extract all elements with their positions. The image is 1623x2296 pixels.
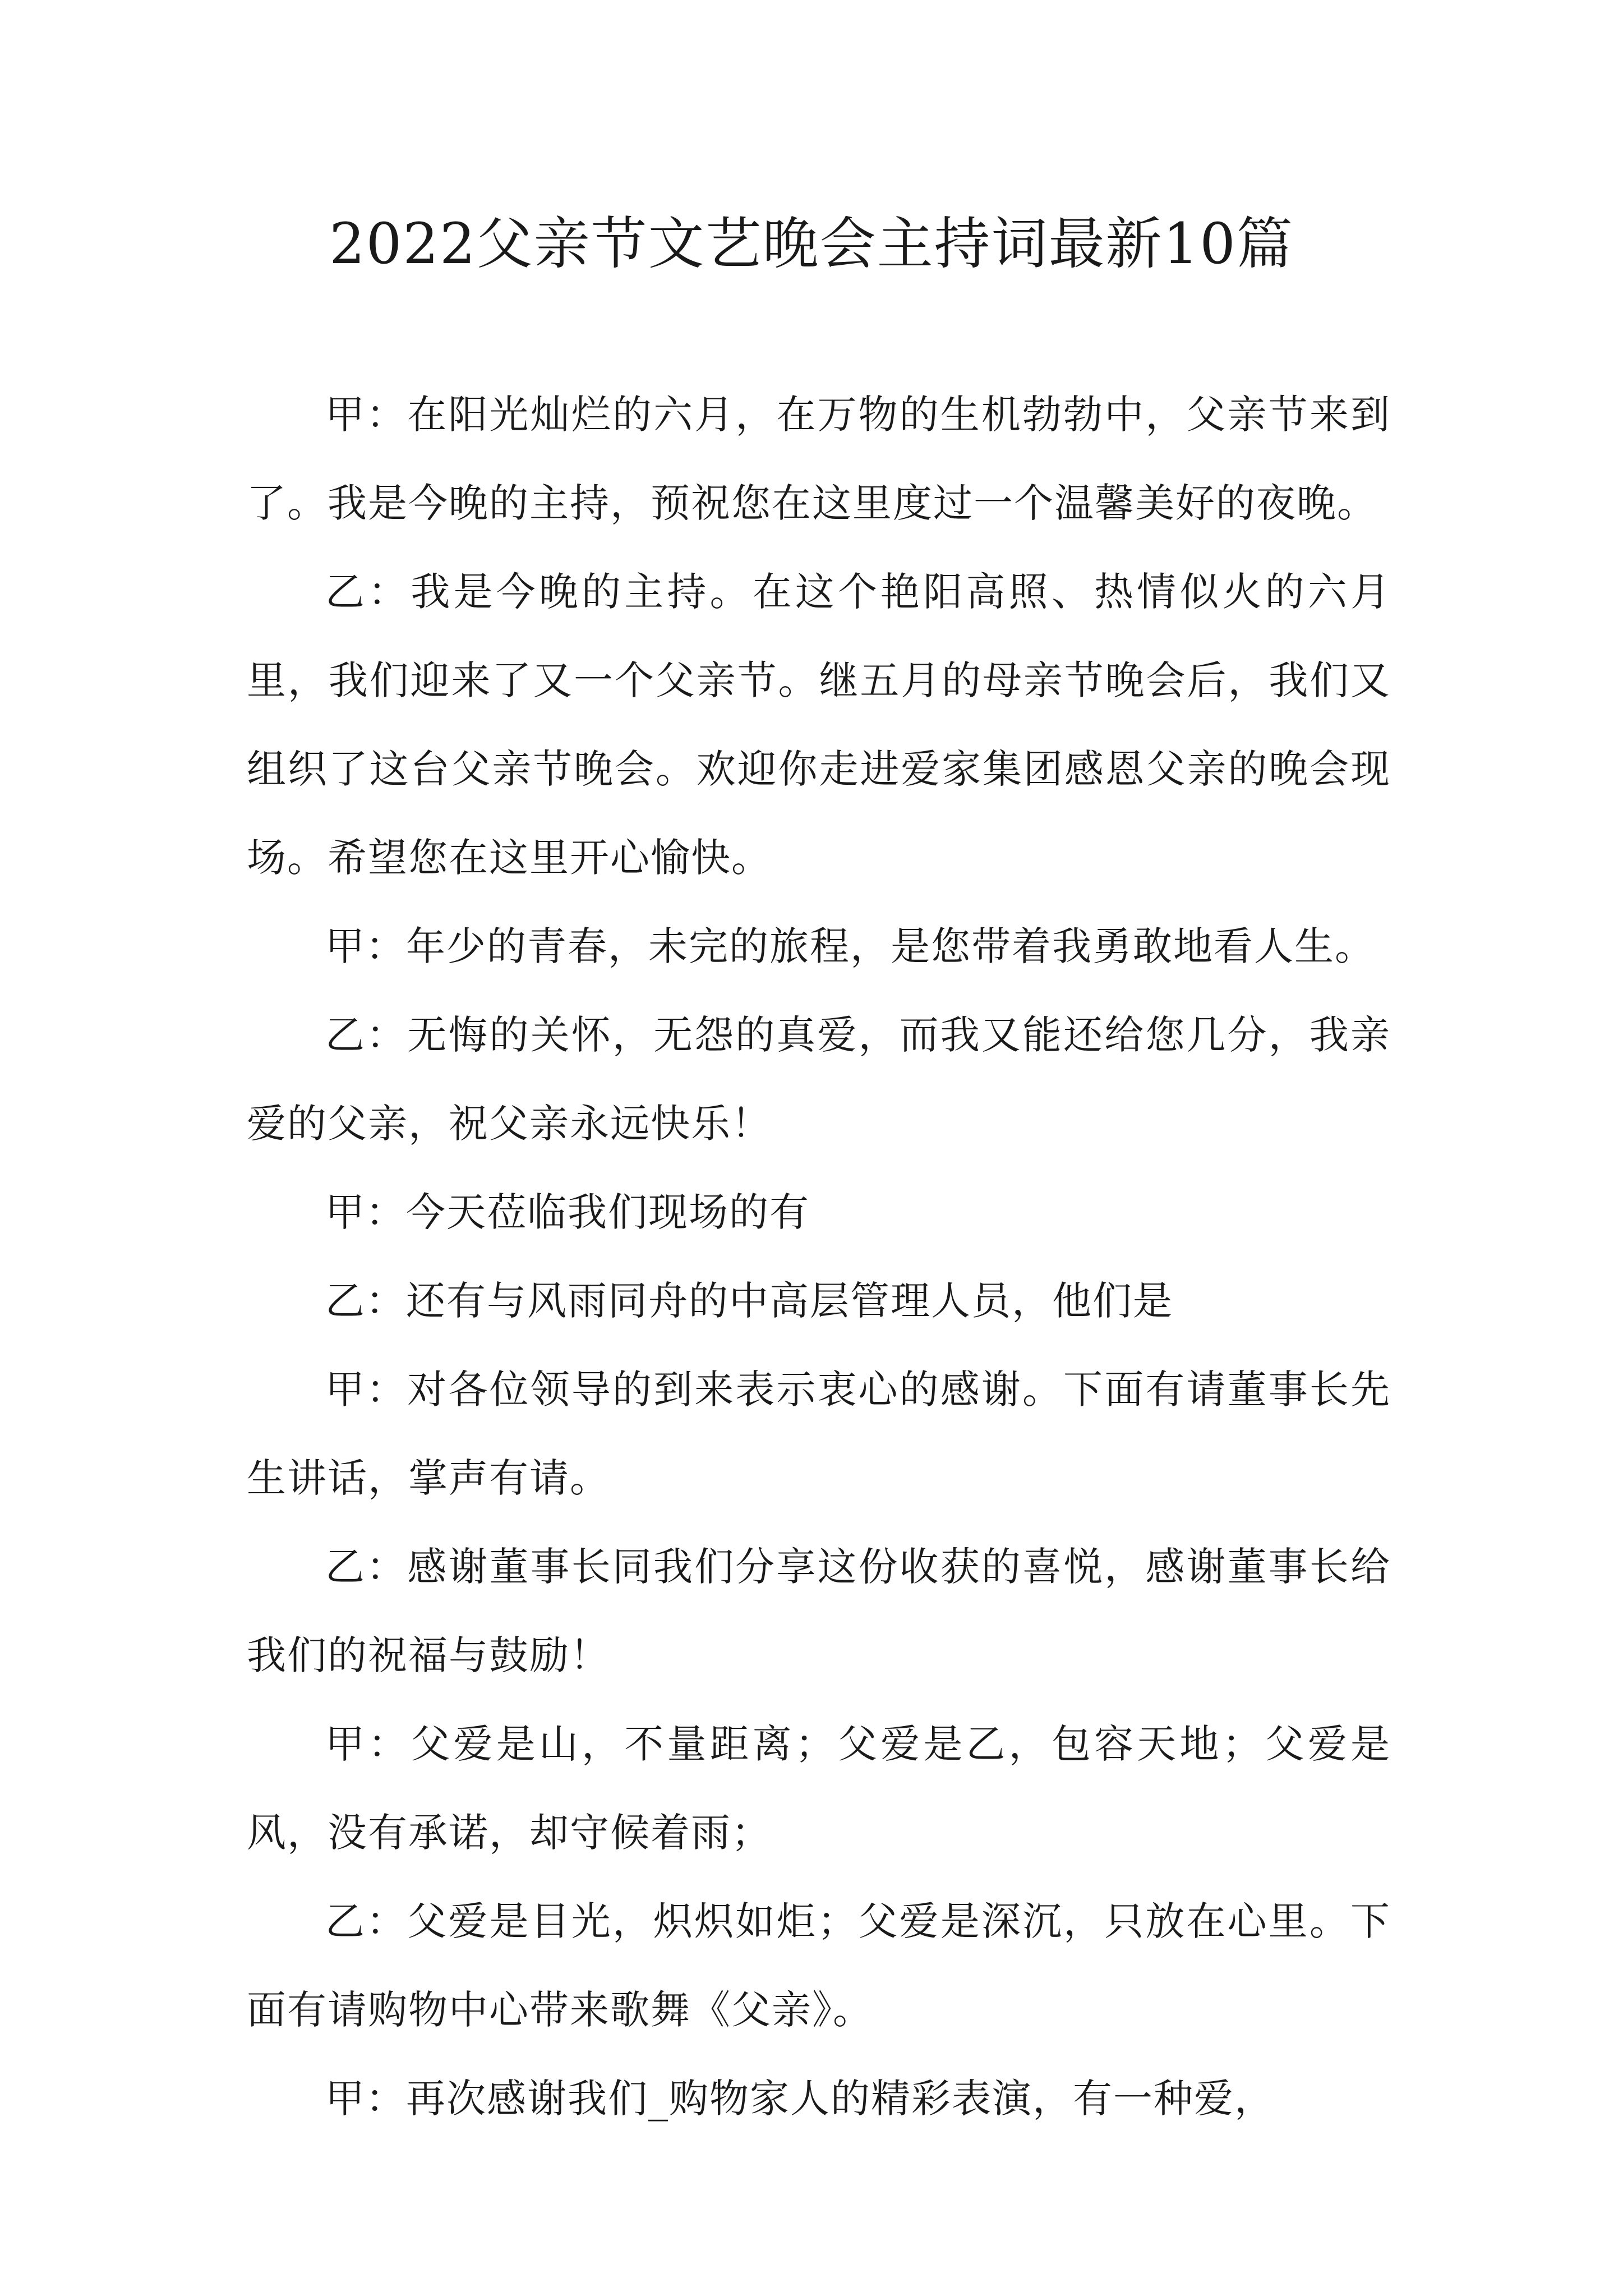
body-paragraph: 甲：今天莅临我们现场的有	[325, 1189, 810, 1235]
body-paragraph: 乙：父爱是目光，炽炽如炬；父爱是深沉，只放在心里。下面有请购物中心带来歌舞《父亲》。	[247, 1898, 1391, 2033]
document-body	[247, 370, 1391, 2143]
body-paragraph: 甲：父爱是山，不量距离；父爱是乙，包容天地；父爱是风，没有承诺，却守候着雨；	[247, 1721, 1391, 1856]
body-paragraph: 乙：感谢董事长同我们分享这份收获的喜悦，感谢董事长给我们的祝福与鼓励！	[247, 1544, 1391, 1678]
body-paragraph: 乙：我是今晚的主持。在这个艳阳高照、热情似火的六月里，我们迎来了又一个父亲节。继五月的母亲节晚会后，我们又组织了这台父亲节晚会。欢迎你走进爱家集团感恩父亲的晚会现场。希望您在这里开心愉快。	[247, 569, 1391, 881]
body-paragraph: 甲：年少的青春，未完的旅程，是您带着我勇敢地看人生。	[325, 923, 1375, 969]
body-paragraph: 甲：再次感谢我们_购物家人的精彩表演，有一种爱，	[325, 2076, 1275, 2122]
body-paragraph: 甲：对各位领导的到来表示衷心的感谢。下面有请董事长先生讲话，掌声有请。	[247, 1366, 1391, 1501]
body-paragraph: 甲：在阳光灿烂的六月，在万物的生机勃勃中，父亲节来到了。我是今晚的主持，预祝您在这里度过一个温馨美好的夜晚。	[247, 392, 1391, 526]
body-paragraph: 乙：无悔的关怀，无怨的真爱，而我又能还给您几分，我亲爱的父亲，祝父亲永远快乐！	[247, 1012, 1391, 1147]
body-paragraph: 乙：还有与风雨同舟的中高层管理人员，他们是	[325, 1278, 1173, 1324]
document-title: 2022父亲节文艺晚会主持词最新10篇	[329, 211, 1294, 277]
